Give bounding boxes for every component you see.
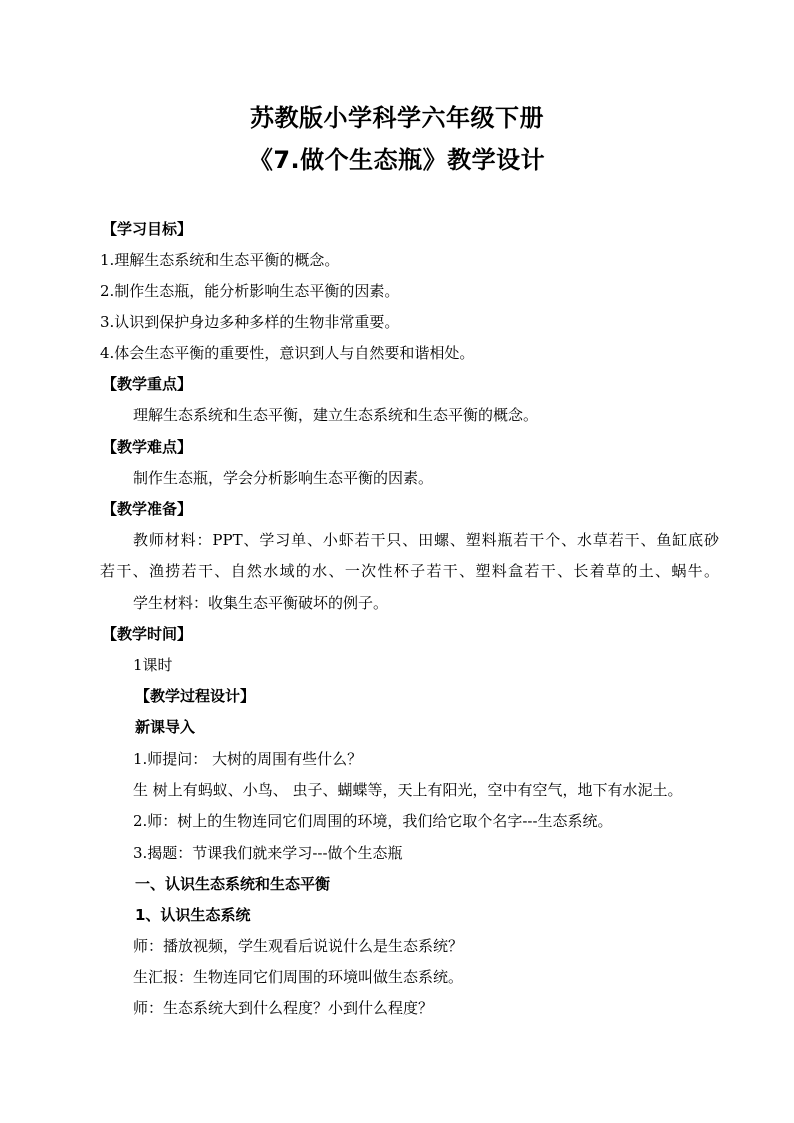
intro-reveal-topic: 3.揭题：节课我们就来学习---做个生态瓶 — [133, 844, 403, 862]
intro-teacher-statement: 2.师：树上的生物连同它们周围的环境，我们给它取个名字---生态系统。 — [133, 812, 613, 830]
subheading-ecosystem: 1、认识生态系统 — [135, 906, 251, 924]
teacher-scale-question: 师：生态系统大到什么程度？小到什么程度？ — [133, 999, 434, 1017]
section-heading-key-points: 【教学重点】 — [102, 375, 193, 393]
teacher-materials-line-2: 若干、渔捞若干、自然水域的水、一次性杯子若干、塑料盒若干、长着草的土、蜗牛。 — [100, 562, 719, 580]
section-heading-process: 【教学过程设计】 — [135, 687, 256, 705]
section-heading-time: 【教学时间】 — [102, 625, 193, 643]
learning-goal-1: 1.理解生态系统和生态平衡的概念。 — [100, 251, 340, 269]
section-heading-part-one: 一、认识生态系统和生态平衡 — [135, 875, 331, 893]
document-title-line-1: 苏教版小学科学六年级下册 — [250, 104, 544, 132]
teacher-video-question: 师：播放视频，学生观看后说说什么是生态系统？ — [133, 937, 464, 955]
difficulties-text: 制作生态瓶，学会分析影响生态平衡的因素。 — [133, 469, 434, 487]
document-title-line-2: 《7.做个生态瓶》教学设计 — [248, 146, 546, 174]
learning-goal-4: 4.体会生态平衡的重要性，意识到人与自然要和谐相处。 — [100, 344, 475, 362]
learning-goal-3: 3.认识到保护身边多种多样的生物非常重要。 — [100, 313, 400, 331]
section-heading-difficulties: 【教学难点】 — [102, 438, 193, 456]
student-report: 生汇报：生物连同它们周围的环境叫做生态系统。 — [133, 968, 464, 986]
key-points-text: 理解生态系统和生态平衡，建立生态系统和生态平衡的概念。 — [133, 406, 539, 424]
section-heading-learning-goals: 【学习目标】 — [102, 220, 193, 238]
section-heading-preparation: 【教学准备】 — [102, 500, 193, 518]
learning-goal-2: 2.制作生态瓶，能分析影响生态平衡的因素。 — [100, 282, 400, 300]
time-text: 1课时 — [133, 656, 173, 674]
teacher-materials-line-1: 教师材料：PPT、学习单、小虾若干只、田螺、塑料瓶若干个、水草若干、鱼缸底砂 — [133, 531, 719, 549]
student-materials: 学生材料：收集生态平衡破坏的例子。 — [133, 594, 389, 612]
subheading-intro: 新课导入 — [135, 718, 196, 736]
intro-question: 1.师提问： 大树的周围有些什么？ — [133, 750, 363, 768]
intro-student-answer: 生 树上有蚂蚁、小鸟、 虫子、蝴蝶等，天上有阳光，空中有空气，地下有水泥土。 — [133, 781, 683, 799]
